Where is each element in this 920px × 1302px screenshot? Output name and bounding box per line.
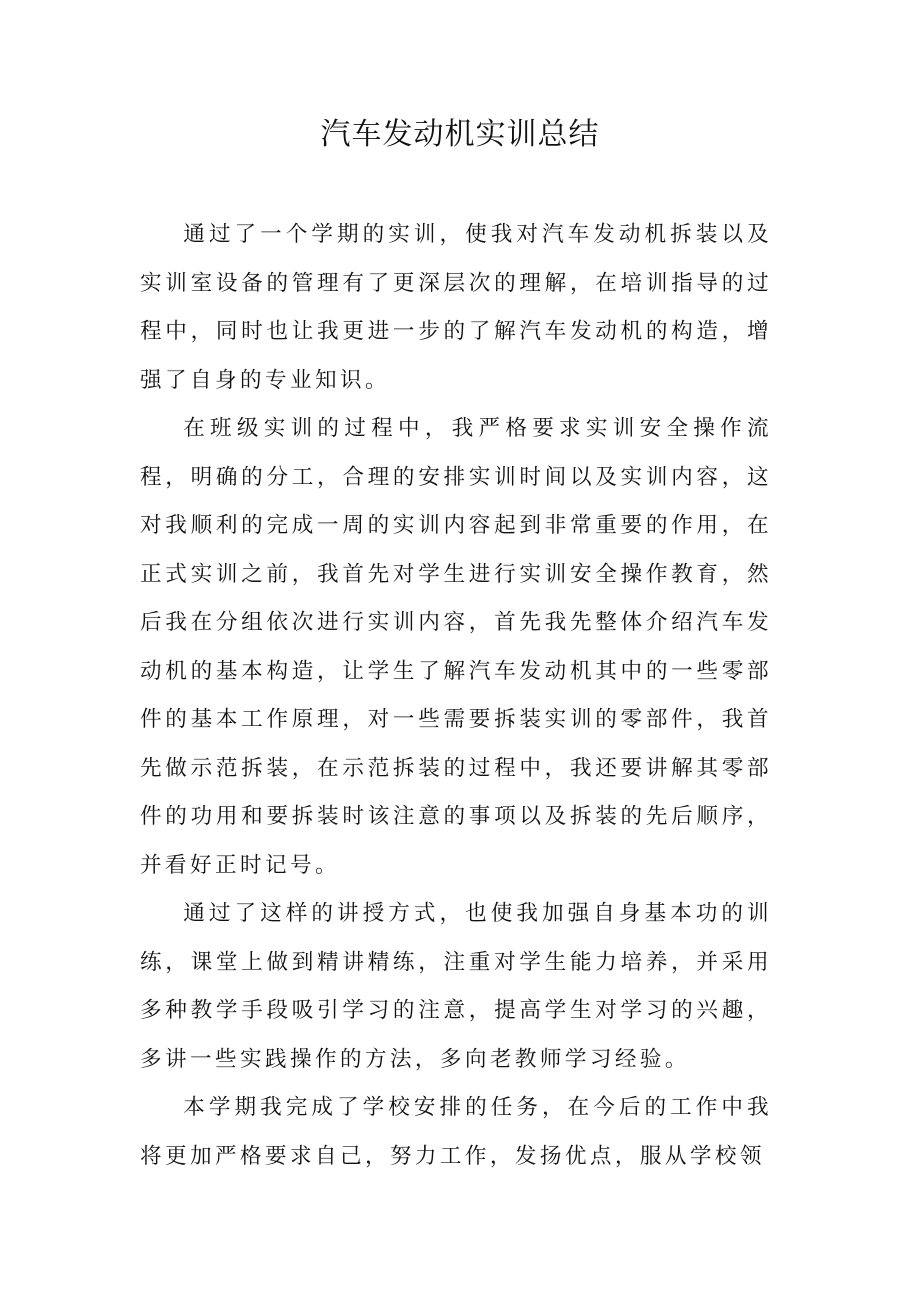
document-body: [140, 211, 772, 1181]
paragraph-2: 在班级实训的过程中，我严格要求实训安全操作流程，明确的分工，合理的安排实训时间以及实训内容，这对我顺利的完成一周的实训内容起到非常重要的作用，在正式实训之前，我首先对学生进行实训安全操作教育，然后我在分组依次进行实训内容，首先我先整体介绍汽车发动机的基本构造，让学生了解汽车发动机其中的一些零部件的基本工作原理，对一些需要拆装实训的零部件，我首先做示范拆装，在示范拆装的过程中，我还要讲解其零部件的功用和要拆装时该注意的事项以及拆装的先后顺序，并看好正时记号。: [140, 416, 772, 878]
document-title: 汽车发动机实训总结: [320, 117, 600, 152]
paragraph-3: 通过了这样的讲授方式，也使我加强自身基本功的训练，课堂上做到精讲精练，注重对学生能力培养，并采用多种教学手段吸引学习的注意，提高学生对学习的兴趣，多讲一些实践操作的方法，多向老教师学习经验。: [140, 901, 772, 1072]
paragraph-1: 通过了一个学期的实训，使我对汽车发动机拆装以及实训室设备的管理有了更深层次的理解，在培训指导的过程中，同时也让我更进一步的了解汽车发动机的构造，增强了自身的专业知识。: [140, 222, 772, 393]
paragraph-4: 本学期我完成了学校安排的任务，在今后的工作中我将更加严格要求自己，努力工作，发扬优点，服从学校领: [140, 1095, 772, 1169]
